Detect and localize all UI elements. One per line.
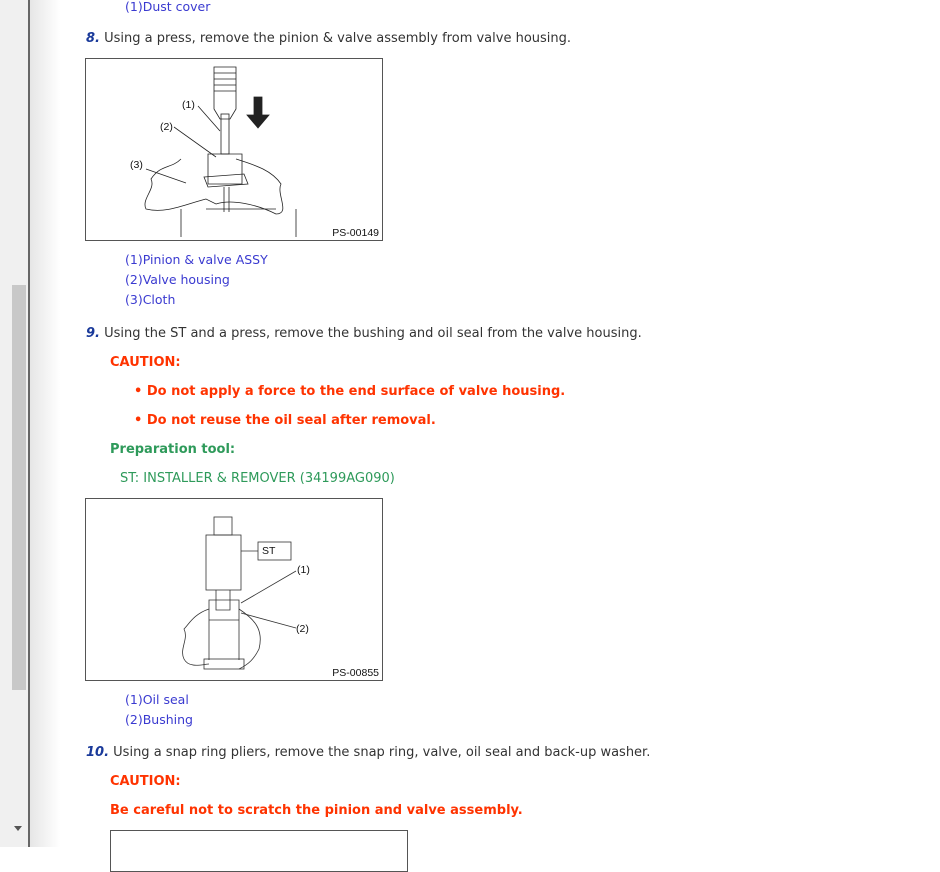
step-9: [86, 326, 642, 341]
caution-item: • Do not apply a force to the end surface of valve housing.: [134, 384, 566, 399]
step-number: 8.: [86, 31, 100, 46]
st-illustration: [86, 499, 382, 680]
step-8: [86, 31, 571, 46]
caution-label: CAUTION:: [110, 355, 181, 370]
figure-id: PS-00149: [332, 227, 379, 239]
figure-bushing-removal: [85, 498, 383, 681]
callout-2: (2): [296, 623, 309, 635]
step-text: Using a snap ring pliers, remove the snap ring, valve, oil seal and back-up washer.: [113, 745, 651, 760]
figure-snap-ring: [110, 830, 408, 872]
callout-1: (1): [182, 99, 195, 111]
caution-text: Do not reuse the oil seal after removal.: [146, 413, 436, 428]
step-text: Using the ST and a press, remove the bushing and oil seal from the valve housing.: [104, 326, 642, 341]
legend-item: (1)Pinion & valve ASSY: [125, 252, 268, 267]
caution-text: Do not apply a force to the end surface of valve housing.: [146, 384, 566, 399]
figure-id: PS-00855: [332, 667, 379, 679]
legend-item: (2)Bushing: [125, 712, 193, 727]
special-tool: ST: INSTALLER & REMOVER (34199AG090): [120, 471, 395, 486]
caution-item: • Do not reuse the oil seal after removal.: [134, 413, 436, 428]
scroll-down-arrow-icon[interactable]: [14, 826, 22, 831]
caution-label: CAUTION:: [110, 774, 181, 789]
st-label: ST: [262, 545, 276, 557]
figure-pinion-valve-press: [85, 58, 383, 241]
preparation-tool-label: Preparation tool:: [110, 442, 236, 457]
legend-item: (1)Dust cover: [125, 0, 211, 14]
pane-shadow: [30, 0, 60, 847]
legend-item: (2)Valve housing: [125, 272, 230, 287]
scrollbar-thumb[interactable]: [12, 285, 26, 690]
step-text: Using a press, remove the pinion & valve assembly from valve housing.: [104, 31, 572, 46]
legend-item: (3)Cloth: [125, 292, 176, 307]
step-10: [86, 745, 650, 760]
legend-item: (1)Oil seal: [125, 692, 189, 707]
callout-1: (1): [297, 564, 310, 576]
vertical-scrollbar[interactable]: [0, 0, 28, 847]
press-illustration: [86, 59, 382, 240]
callout-3: (3): [130, 159, 143, 171]
step-number: 9.: [86, 326, 100, 341]
caution-text: Be careful not to scratch the pinion and valve assembly.: [110, 803, 523, 818]
step-number: 10.: [86, 745, 110, 760]
callout-2: (2): [160, 121, 173, 133]
